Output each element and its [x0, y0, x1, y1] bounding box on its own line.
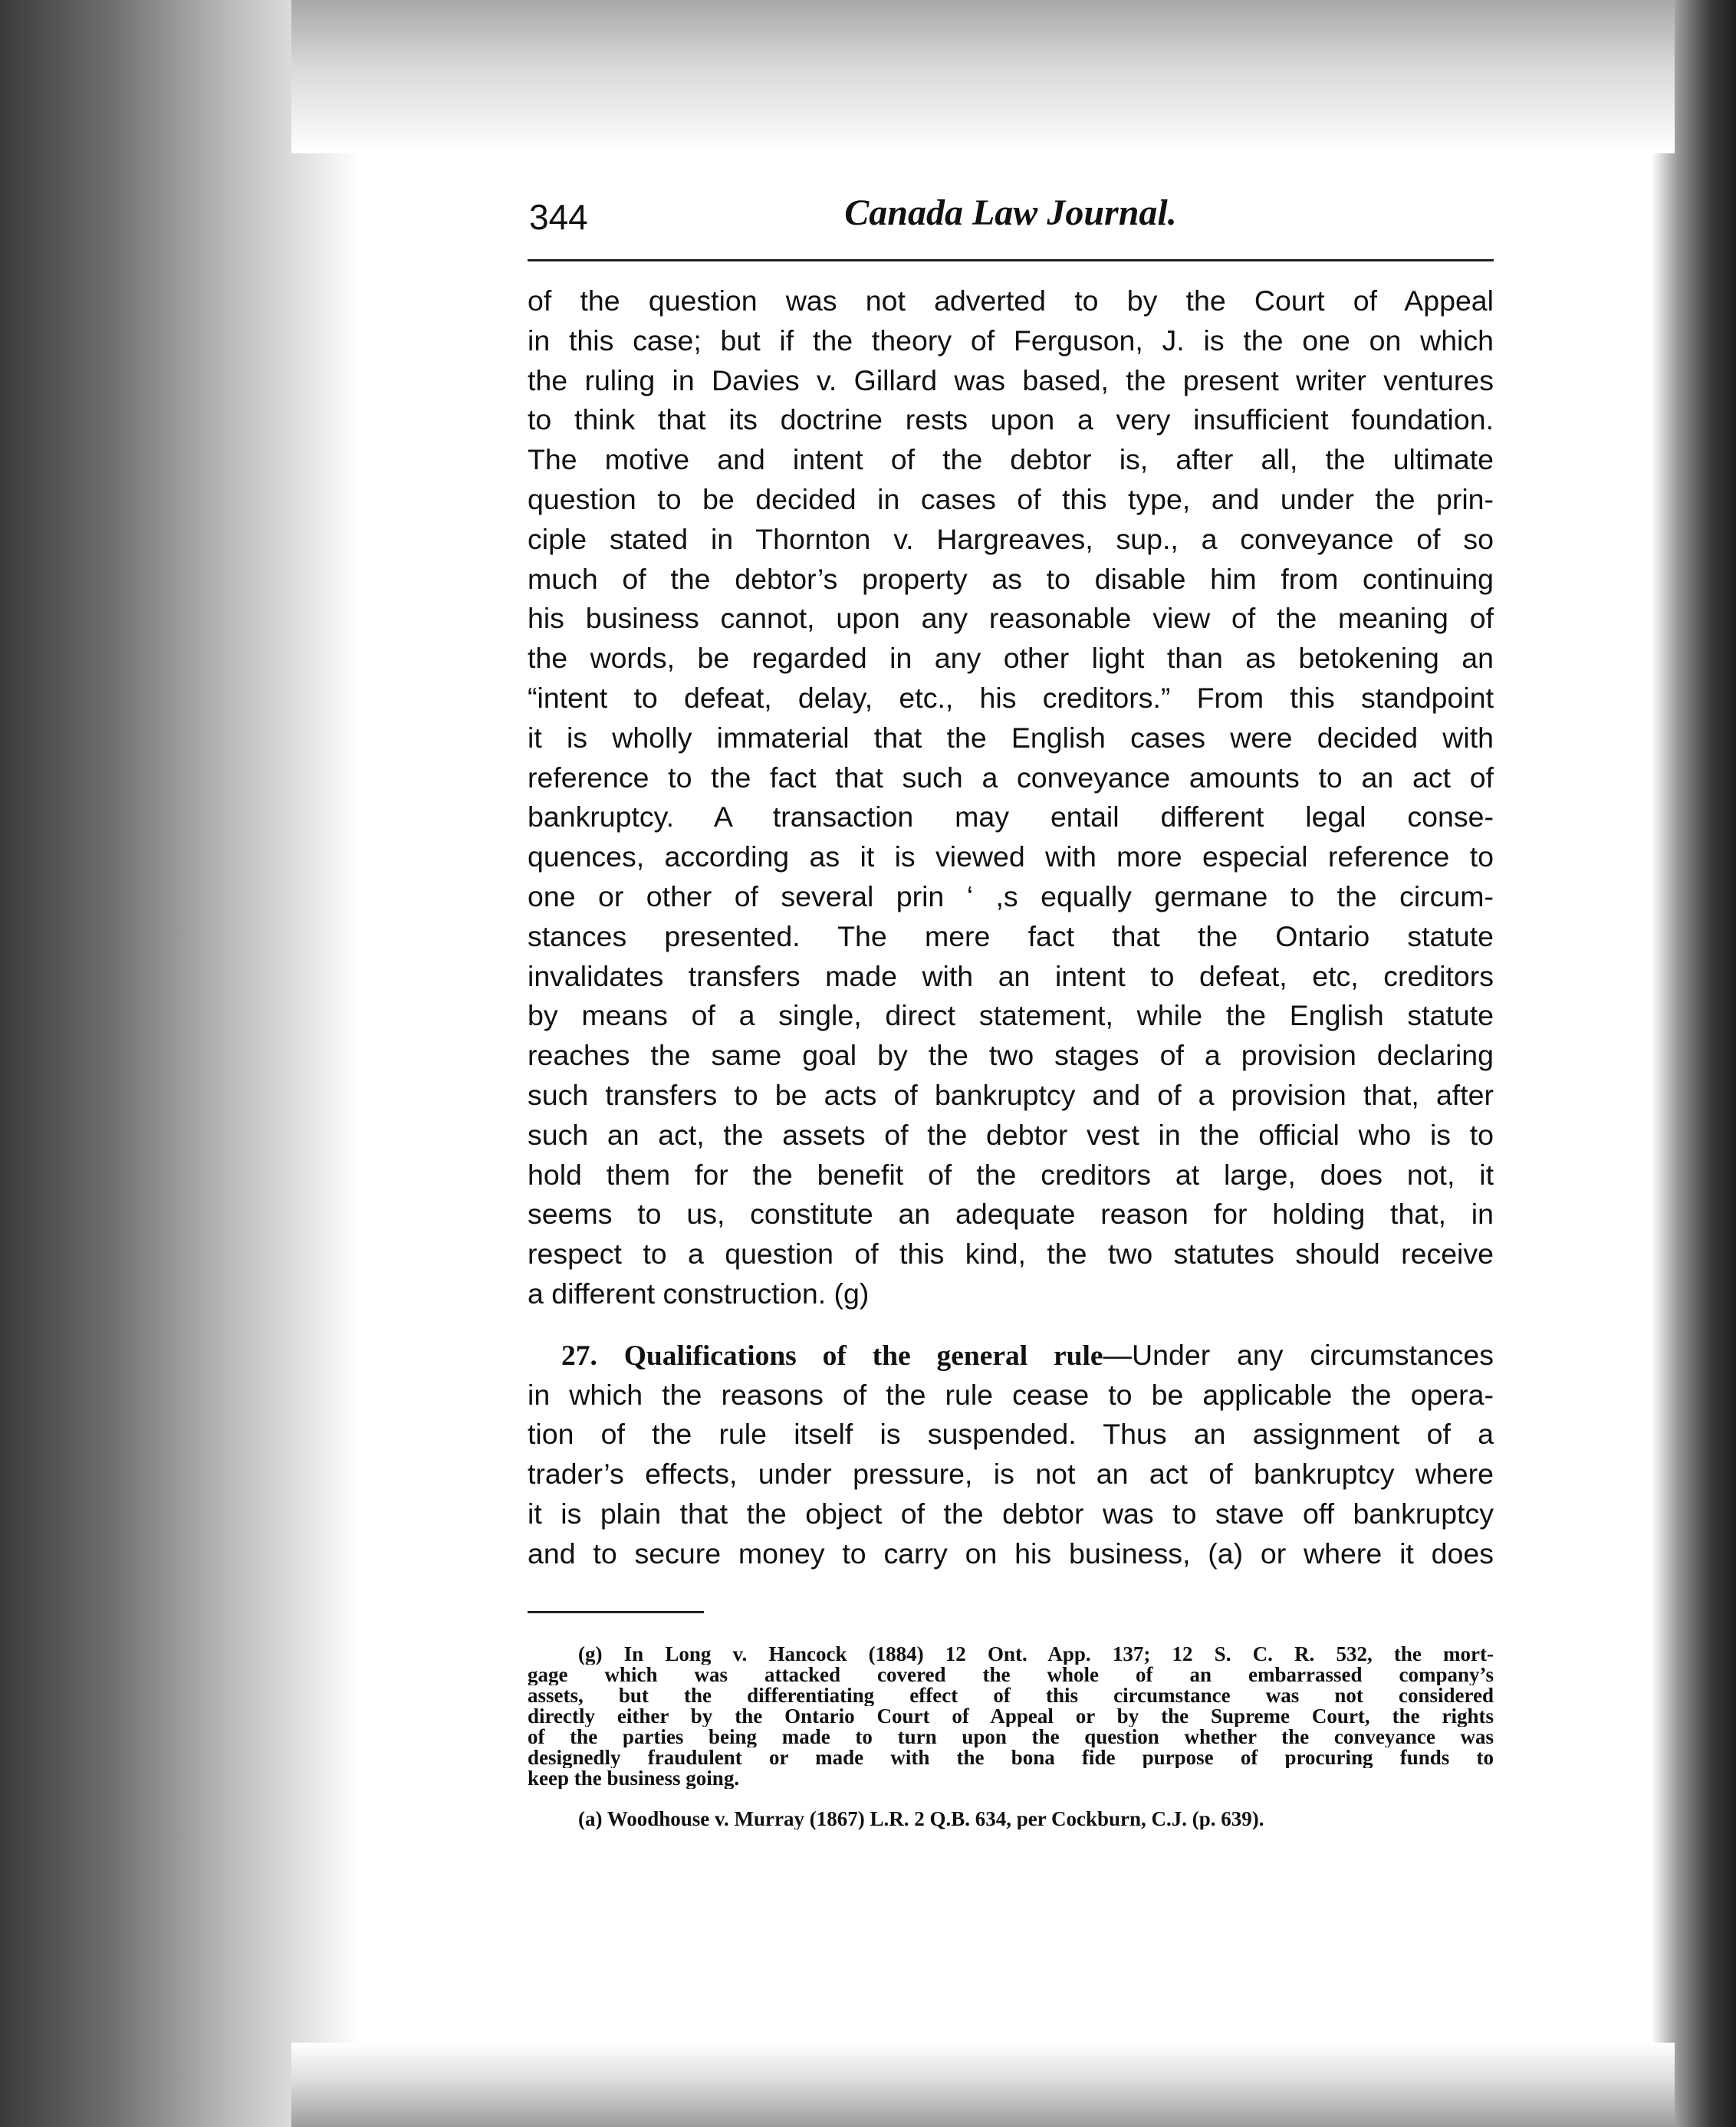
text-line: such transfers to be acts of bankruptcy and of a provision that, after [528, 1078, 1494, 1111]
text-line: respect to a question of this kind, the two statutes should receive [528, 1238, 1494, 1271]
text-line: and to secure money to carry on his business, (a) or where it does [528, 1537, 1494, 1570]
text-line: of the question was not adverted to by the Court of Appeal [528, 284, 1494, 317]
paragraph-1 [528, 281, 1494, 1314]
text-line: one or other of several prin ‘ ,s equally germane to the circum- [528, 879, 1494, 912]
body-text [528, 281, 1494, 1574]
text-line: reference to the fact that such a conveyance amounts to an act of [528, 761, 1494, 794]
text-line: seems to us, constitute an adequate reason for holding that, in [528, 1198, 1494, 1231]
text-line: bankruptcy. A transaction may entail different legal conse- [528, 801, 1494, 833]
page-number: 344 [529, 197, 588, 237]
text-line: invalidates transfers made with an intent to defeat, etc, creditors [528, 959, 1494, 992]
footnote-gap [528, 1789, 1494, 1809]
text-line: it is plain that the object of the debtor was to stave off bankruptcy [528, 1497, 1494, 1530]
text-line: his business cannot, upon any reasonable view of the meaning of [528, 602, 1494, 635]
scan-left-shadow [0, 0, 360, 2127]
footnote-line: designedly fraudulent or made with the bona fide purpose of procuring funds to [528, 1747, 1494, 1768]
text-line: the words, be regarded in any other light than as betokening an [528, 642, 1494, 675]
footnote-line: of the parties being made to turn upon the question whether the conveyance was [528, 1726, 1494, 1747]
text-line: stances presented. The mere fact that the Ontario statute [528, 919, 1494, 952]
text-line: to think that its doctrine rests upon a very insufficient foundation. [528, 403, 1494, 436]
text-line: trader’s effects, under pressure, is not an act of bankruptcy where [528, 1458, 1494, 1491]
scan-bottom-shadow [291, 2043, 1675, 2127]
text-line: reaches the same goal by the two stages of a provision declaring [528, 1039, 1494, 1072]
text-line: by means of a single, direct statement, while the English statute [528, 999, 1494, 1032]
footnote-line: gage which was attacked covered the whole of an embarrassed company’s [528, 1664, 1494, 1685]
footnote-line: directly either by the Ontario Court of Appeal or by the Supreme Court, the rights [528, 1705, 1494, 1727]
section-first-line [528, 1336, 1494, 1376]
footnote-line: (g) In Long v. Hancock (1884) 12 Ont. App. 137; 12 S. C. R. 532, the mort- [578, 1643, 1494, 1665]
footnotes [528, 1644, 1494, 1829]
text-line: tion of the rule itself is suspended. Thus an assignment of a [528, 1418, 1494, 1451]
paragraph-gap [528, 1314, 1494, 1336]
footnote-line: assets, but the differentiating effect of this circumstance was not considered [528, 1685, 1494, 1706]
scan-top-shadow [291, 0, 1675, 153]
section-number: 27. [561, 1340, 597, 1372]
journal-page [528, 184, 1494, 1829]
section-first-line-text: —Under any circumstances [1103, 1338, 1494, 1371]
text-line: it is wholly immaterial that the English cases were decided with [528, 721, 1494, 754]
footnote-a: (a) Woodhouse v. Murray (1867) L.R. 2 Q.B. 634, per Cockburn, C.J. (p. 639). [578, 1808, 1264, 1829]
text-line: question to be decided in cases of this type, and under the prin- [528, 482, 1494, 515]
section-heading: Qualifications of the general rule [623, 1340, 1103, 1372]
footnote-rule [528, 1611, 704, 1613]
footnote-line: keep the business going. [528, 1767, 740, 1789]
text-line: a different construction. (g) [528, 1277, 870, 1310]
text-line: in which the reasons of the rule cease to be applicable the opera- [528, 1378, 1494, 1411]
text-line: much of the debtor’s property as to disable him from continuing [528, 562, 1494, 595]
section-27 [528, 1336, 1494, 1574]
text-line: hold them for the benefit of the creditors at large, does not, it [528, 1158, 1494, 1191]
page-header [528, 184, 1494, 261]
text-line: quences, according as it is viewed with more especial reference to [528, 840, 1494, 873]
text-line: ciple stated in Thornton v. Hargreaves, sup., a conveyance of so [528, 522, 1494, 555]
text-line: the ruling in Davies v. Gillard was based, the present writer ventures [528, 363, 1494, 396]
text-line: The motive and intent of the debtor is, after all, the ultimate [528, 443, 1494, 476]
running-title: Canada Law Journal. [844, 192, 1177, 233]
text-line: “intent to defeat, delay, etc., his creditors.” From this standpoint [528, 681, 1494, 714]
footnote-g [528, 1644, 1494, 1789]
text-line: in this case; but if the theory of Ferguson, J. is the one on which [528, 324, 1494, 357]
scan-right-shadow [1652, 0, 1736, 2127]
text-line: such an act, the assets of the debtor vest in the official who is to [528, 1118, 1494, 1151]
